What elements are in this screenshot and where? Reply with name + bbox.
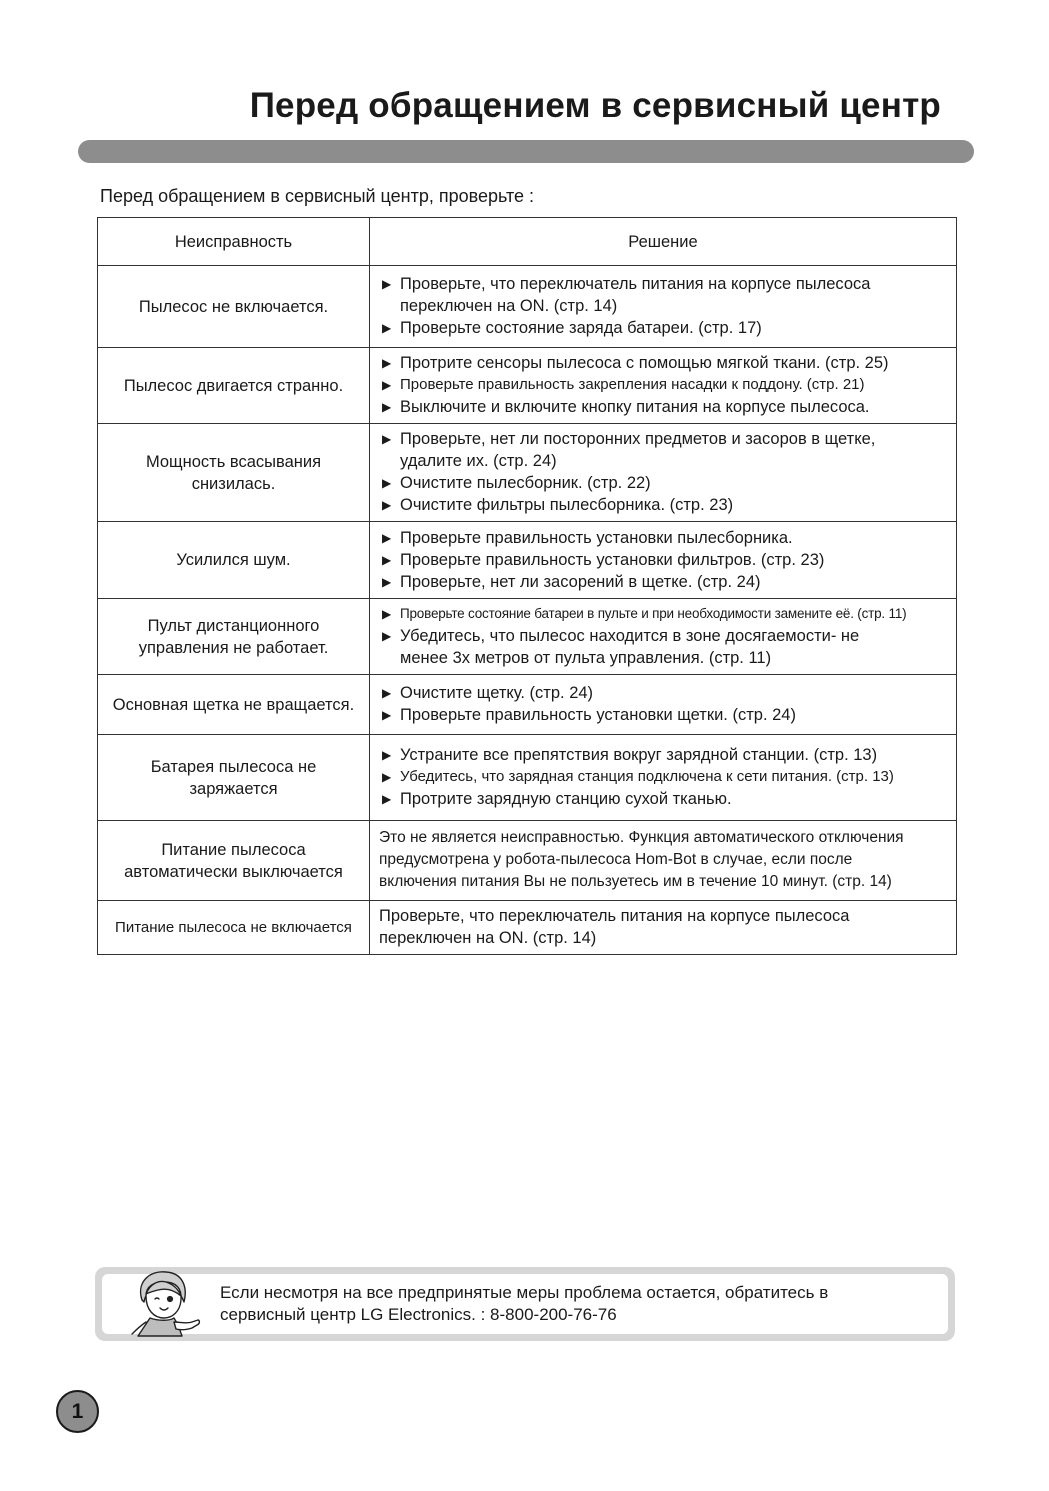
page-number: 1 <box>56 1390 99 1433</box>
fault-text: Пылесос двигается странно. <box>123 376 344 395</box>
triangle-bullet-icon: ▶ <box>382 476 392 490</box>
triangle-bullet-icon: ▶ <box>382 686 392 700</box>
solution-text: Убедитесь, что зарядная станция подключена к сети питания. (стр. 13) <box>400 768 894 785</box>
solution-item <box>382 396 952 418</box>
solution-item <box>382 273 952 317</box>
table-row <box>98 424 957 522</box>
solution-item <box>382 494 952 516</box>
solution-cell <box>370 735 957 821</box>
table-row <box>98 735 957 821</box>
table-row <box>98 348 957 424</box>
solution-item <box>382 428 952 472</box>
solution-item <box>382 472 952 494</box>
mascot-girl-icon <box>124 1266 204 1338</box>
triangle-bullet-icon: ▶ <box>382 629 392 643</box>
solution-text: включения питания Вы не пользуетесь им в течение 10 минут. (стр. 14) <box>379 873 892 890</box>
service-note-text <box>220 1282 828 1326</box>
fault-cell <box>98 522 370 599</box>
solution-text: Убедитесь, что пылесос находится в зоне досягаемости- не <box>400 627 860 645</box>
troubleshooting-table <box>97 217 957 955</box>
solution-text: удалите их. (стр. 24) <box>400 452 557 470</box>
fault-cell <box>98 348 370 424</box>
solution-cell <box>370 266 957 348</box>
solution-text: Проверьте, нет ли засорений в щетке. (стр. 24) <box>400 572 761 591</box>
solution-text: Очистите фильтры пылесборника. (стр. 23) <box>400 496 734 514</box>
solution-item <box>382 766 952 788</box>
triangle-bullet-icon: ▶ <box>382 277 392 291</box>
solution-text: предусмотрена у робота-пылесоса Hom-Bot в случае, если после <box>379 851 853 868</box>
table-row <box>98 266 957 348</box>
solution-item <box>382 682 952 704</box>
solution-cell <box>370 522 957 599</box>
table-row <box>98 522 957 599</box>
solution-text: Протрите зарядную станцию сухой тканью. <box>400 790 732 808</box>
triangle-bullet-icon: ▶ <box>382 708 392 722</box>
fault-text: Питание пылесоса <box>161 840 306 859</box>
solution-text: Проверьте, нет ли посторонних предметов и засоров в щетке, <box>400 430 876 448</box>
triangle-bullet-icon: ▶ <box>382 432 392 446</box>
solution-text: менее 3х метров от пульта управления. (стр. 11) <box>400 649 772 667</box>
solution-cell <box>370 901 957 955</box>
fault-text: Усилился шум. <box>176 551 291 569</box>
triangle-bullet-icon: ▶ <box>382 356 392 370</box>
triangle-bullet-icon: ▶ <box>382 574 392 589</box>
solution-text: Проверьте правильность закрепления насадки к поддону. (стр. 21) <box>400 376 865 393</box>
solution-item <box>382 788 952 810</box>
solution-text: Проверьте, что переключатель питания на корпусе пылесоса <box>400 275 871 293</box>
triangle-bullet-icon: ▶ <box>382 498 392 512</box>
fault-text: заряжается <box>189 779 278 798</box>
table-header-row <box>98 218 957 266</box>
table-row <box>98 599 957 675</box>
fault-text: Батарея пылесоса не <box>150 757 317 776</box>
solution-item <box>382 704 952 726</box>
intro-text: Перед обращением в сервисный центр, проверьте : <box>100 186 535 206</box>
solution-cell <box>370 348 957 424</box>
solution-text: Очистите щетку. (стр. 24) <box>400 684 594 702</box>
solution-text: Проверьте состояние заряда батареи. (стр. 17) <box>400 319 762 337</box>
title-bar <box>78 140 974 163</box>
triangle-bullet-icon: ▶ <box>382 400 392 414</box>
fault-text: Пылесос не включается. <box>138 297 329 316</box>
solution-text: Протрите сенсоры пылесоса с помощью мягкой ткани. (стр. 25) <box>400 354 889 372</box>
triangle-bullet-icon: ▶ <box>382 607 392 621</box>
service-note-line: Если несмотря на все предпринятые меры проблема остается, обратитесь в <box>220 1283 829 1302</box>
fault-text: Мощность всасывания <box>145 452 322 471</box>
fault-cell <box>98 424 370 522</box>
solution-item <box>382 744 952 766</box>
fault-text: управления не работает. <box>138 638 329 657</box>
solution-item <box>382 625 952 669</box>
triangle-bullet-icon: ▶ <box>382 378 392 392</box>
header-fault: Неисправность <box>98 218 370 266</box>
fault-text: Питание пылесоса не включается <box>115 918 352 936</box>
solution-item <box>382 603 952 625</box>
solution-item <box>382 527 952 549</box>
fault-cell <box>98 675 370 735</box>
page-title: Перед обращением в сервисный центр <box>249 86 941 125</box>
solution-text: Проверьте правильность установки пылесборника. <box>400 528 793 547</box>
solution-cell <box>370 599 957 675</box>
fault-text: Пульт дистанционного <box>147 616 320 635</box>
solution-text: Устраните все препятствия вокруг зарядной станции. (стр. 13) <box>400 746 878 764</box>
solution-text: Проверьте правильность установки щетки. (стр. 24) <box>400 706 796 724</box>
solution-text: Это не является неисправностью. Функция автоматического отключения <box>379 829 904 846</box>
solution-cell <box>370 675 957 735</box>
solution-text: Выключите и включите кнопку питания на корпусе пылесоса. <box>400 398 870 416</box>
fault-cell <box>98 821 370 901</box>
triangle-bullet-icon: ▶ <box>382 321 392 335</box>
solution-cell <box>370 821 957 901</box>
triangle-bullet-icon: ▶ <box>382 792 392 806</box>
triangle-bullet-icon: ▶ <box>382 748 392 762</box>
table-row <box>98 675 957 735</box>
solution-text: Проверьте правильность установки фильтров. (стр. 23) <box>400 550 825 569</box>
solution-cell <box>370 424 957 522</box>
fault-cell <box>98 735 370 821</box>
solution-item <box>382 317 952 339</box>
triangle-bullet-icon: ▶ <box>382 770 392 784</box>
solution-text: переключен на ON. (стр. 14) <box>379 929 597 947</box>
solution-text: Очистите пылесборник. (стр. 22) <box>400 474 651 492</box>
fault-cell <box>98 599 370 675</box>
solution-item <box>382 352 952 374</box>
solution-text: Проверьте состояние батареи в пульте и при необходимости замените её. (стр. 11) <box>400 606 907 621</box>
fault-text: автоматически выключается <box>124 862 343 881</box>
triangle-bullet-icon: ▶ <box>382 552 392 567</box>
solution-text: переключен на ON. (стр. 14) <box>400 297 618 315</box>
header-solution: Решение <box>370 218 957 266</box>
service-note-line: сервисный центр LG Electronics. : 8-800-200-76-76 <box>220 1305 617 1324</box>
fault-cell <box>98 266 370 348</box>
solution-item <box>382 549 952 571</box>
fault-text: Основная щетка не вращается. <box>112 695 355 714</box>
table-row <box>98 901 957 955</box>
table-row <box>98 821 957 901</box>
solution-text: Проверьте, что переключатель питания на корпусе пылесоса <box>379 907 850 925</box>
fault-text: снизилась. <box>191 474 276 493</box>
solution-item <box>382 374 952 396</box>
triangle-bullet-icon: ▶ <box>382 530 392 545</box>
fault-cell <box>98 901 370 955</box>
solution-item <box>382 571 952 593</box>
